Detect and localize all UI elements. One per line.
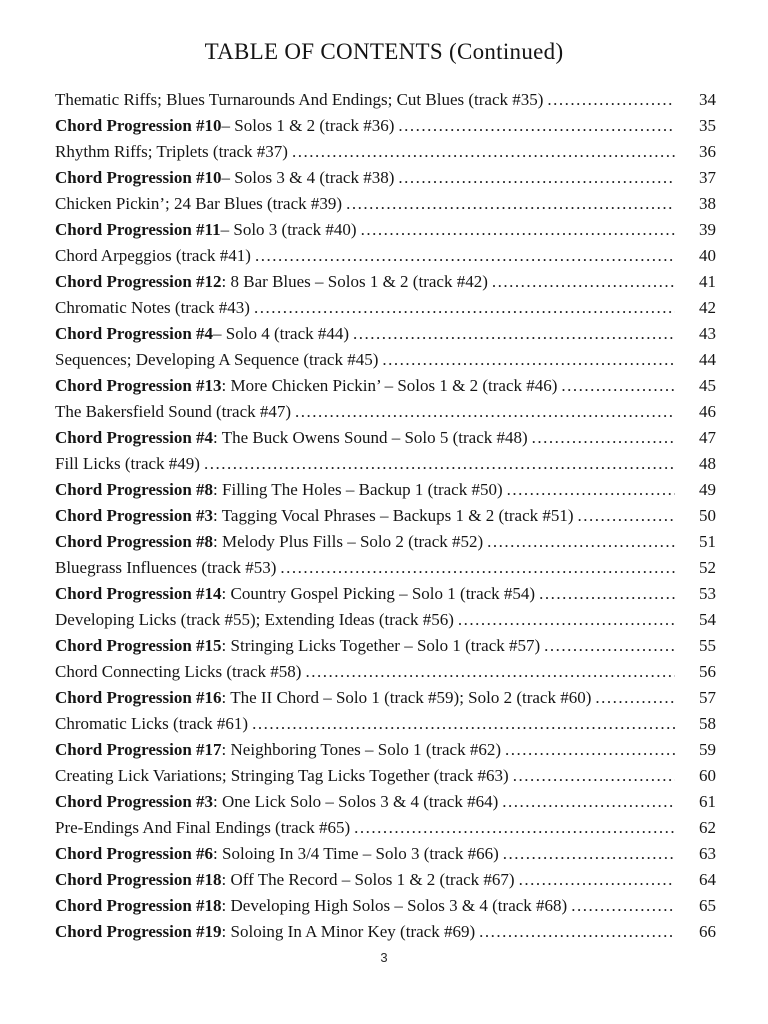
toc-entry (55, 347, 716, 373)
entry-title-bold: Chord Progression #11 (55, 220, 221, 239)
toc-entry (55, 867, 716, 893)
dot-leader (292, 139, 675, 165)
entry-page-number: 66 (699, 922, 716, 941)
entry-page-number: 59 (699, 740, 716, 759)
entry-title-text: Chicken Pickin’; 24 Bar Blues (track #39) (55, 194, 343, 213)
entry-title-bold: Chord Progression #16 (55, 688, 222, 707)
toc-entry (55, 789, 716, 815)
entry-page-number: 43 (699, 324, 716, 343)
dot-leader (532, 425, 675, 451)
entry-title-bold: Chord Progression #4 (55, 324, 214, 343)
entry-title-text: Sequences; Developing A Sequence (track #45) (55, 350, 379, 369)
entry-title-bold: Chord Progression #3 (55, 506, 214, 525)
dot-leader (519, 867, 675, 893)
entry-title-bold: Chord Progression #10 (55, 168, 222, 187)
entry-title-text: Chromatic Notes (track #43) (55, 298, 250, 317)
entry-title-bold: Chord Progression #14 (55, 584, 222, 603)
dot-leader (346, 191, 675, 217)
entry-page-number: 38 (699, 194, 716, 213)
toc-entry (55, 763, 716, 789)
folio-page-number: 3 (380, 950, 388, 965)
entry-page-number: 41 (699, 272, 716, 291)
entry-title-bold: Chord Progression #15 (55, 636, 222, 655)
entry-page-number: 34 (699, 90, 716, 109)
dot-leader (561, 373, 675, 399)
dot-leader (507, 477, 675, 503)
toc-entry (55, 113, 716, 139)
entry-title-text: : Developing High Solos – Solos 3 & 4 (track #68) (221, 896, 568, 915)
entry-page-number: 63 (699, 844, 716, 863)
entry-page-number: 45 (699, 376, 716, 395)
toc-entry (55, 477, 716, 503)
toc-entry (55, 373, 716, 399)
dot-leader (539, 581, 675, 607)
toc-entry (55, 737, 716, 763)
toc-entry (55, 893, 716, 919)
entry-title-text: : The Buck Owens Sound – Solo 5 (track #48) (213, 428, 528, 447)
entry-title-text: Chromatic Licks (track #61) (55, 714, 249, 733)
entry-title-text: Chord Arpeggios (track #41) (55, 246, 251, 265)
entry-title-text: Fill Licks (track #49) (55, 454, 200, 473)
entry-title-bold: Chord Progression #17 (55, 740, 222, 759)
toc-entry (55, 581, 716, 607)
entry-page-number: 35 (699, 116, 716, 135)
entry-title-text: : Country Gospel Picking – Solo 1 (track #54) (221, 584, 536, 603)
entry-page-number: 39 (699, 220, 716, 239)
page-title: TABLE OF CONTENTS (Continued) (204, 39, 564, 64)
toc-entry (55, 269, 716, 295)
dot-leader (502, 789, 675, 815)
dot-leader (571, 893, 675, 919)
dot-leader (361, 217, 675, 243)
entry-page-number: 55 (699, 636, 716, 655)
entry-title-text: The Bakersfield Sound (track #47) (55, 402, 292, 421)
entry-title-bold: Chord Progression #3 (55, 792, 214, 811)
entry-page-number: 60 (699, 766, 716, 785)
entry-title-text: – Solo 4 (track #44) (213, 324, 350, 343)
entry-title-text: Rhythm Riffs; Triplets (track #37) (55, 142, 288, 161)
dot-leader (295, 399, 675, 425)
dot-leader (547, 87, 675, 113)
entry-title-text: Creating Lick Variations; Stringing Tag Licks Together (track #63) (55, 766, 509, 785)
toc-entry (55, 321, 716, 347)
entry-title-text: : Neighboring Tones – Solo 1 (track #62) (221, 740, 501, 759)
dot-leader (544, 633, 675, 659)
toc-entry (55, 555, 716, 581)
toc-entry (55, 633, 716, 659)
entry-title-bold: Chord Progression #18 (55, 870, 222, 889)
dot-leader (382, 347, 675, 373)
dot-leader (254, 295, 675, 321)
toc-entry (55, 503, 716, 529)
entry-page-number: 36 (699, 142, 716, 161)
toc-entry (55, 919, 716, 945)
toc-entry (55, 659, 716, 685)
entry-title-text: Chord Connecting Licks (track #58) (55, 662, 302, 681)
entry-title-bold: Chord Progression #12 (55, 272, 222, 291)
dot-leader (505, 737, 675, 763)
toc-list (55, 87, 716, 945)
toc-entry (55, 425, 716, 451)
dot-leader (578, 503, 675, 529)
entry-title-text: Pre-Endings And Final Endings (track #65) (55, 818, 351, 837)
entry-title-text: – Solos 3 & 4 (track #38) (221, 168, 395, 187)
entry-page-number: 51 (699, 532, 716, 551)
toc-entry (55, 711, 716, 737)
entry-title-bold: Chord Progression #13 (55, 376, 222, 395)
entry-page-number: 52 (699, 558, 716, 577)
entry-title-bold: Chord Progression #6 (55, 844, 214, 863)
entry-page-number: 40 (699, 246, 716, 265)
entry-title-text: : Soloing In A Minor Key (track #69) (221, 922, 476, 941)
dot-leader (398, 165, 675, 191)
entry-title-bold: Chord Progression #8 (55, 480, 214, 499)
entry-page-number: 42 (699, 298, 716, 317)
entry-page-number: 49 (699, 480, 716, 499)
entry-title-bold: Chord Progression #18 (55, 896, 222, 915)
toc-entry (55, 295, 716, 321)
entry-title-text: Developing Licks (track #55); Extending Ideas (track #56) (55, 610, 454, 629)
dot-leader (305, 659, 675, 685)
entry-page-number: 48 (699, 454, 716, 473)
entry-title-text: Bluegrass Influences (track #53) (55, 558, 277, 577)
dot-leader (252, 711, 675, 737)
entry-page-number: 53 (699, 584, 716, 603)
entry-title-text: : Off The Record – Solos 1 & 2 (track #67) (221, 870, 515, 889)
toc-entry (55, 815, 716, 841)
toc-entry (55, 451, 716, 477)
entry-page-number: 64 (699, 870, 716, 889)
entry-title-text: : Melody Plus Fills – Solo 2 (track #52) (213, 532, 484, 551)
entry-title-text: – Solo 3 (track #40) (220, 220, 357, 239)
entry-page-number: 57 (699, 688, 716, 707)
entry-page-number: 56 (699, 662, 716, 681)
entry-page-number: 44 (699, 350, 716, 369)
entry-page-number: 46 (699, 402, 716, 421)
entry-title-bold: Chord Progression #4 (55, 428, 214, 447)
entry-page-number: 37 (699, 168, 716, 187)
toc-entry (55, 217, 716, 243)
dot-leader (595, 685, 675, 711)
dot-leader (204, 451, 675, 477)
entry-page-number: 47 (699, 428, 716, 447)
toc-entry (55, 165, 716, 191)
entry-page-number: 50 (699, 506, 716, 525)
toc-entry (55, 685, 716, 711)
dot-leader (479, 919, 675, 945)
entry-title-text: : 8 Bar Blues – Solos 1 & 2 (track #42) (221, 272, 488, 291)
entry-page-number: 58 (699, 714, 716, 733)
entry-title-text: : One Lick Solo – Solos 3 & 4 (track #64) (213, 792, 499, 811)
toc-entry (55, 243, 716, 269)
dot-leader (487, 529, 675, 555)
entry-page-number: 54 (699, 610, 716, 629)
toc-entry (55, 139, 716, 165)
dot-leader (280, 555, 675, 581)
entry-title-text: : More Chicken Pickin’ – Solos 1 & 2 (track #46) (221, 376, 558, 395)
dot-leader (353, 321, 675, 347)
dot-leader (255, 243, 675, 269)
dot-leader (503, 841, 675, 867)
entry-title-text: – Solos 1 & 2 (track #36) (221, 116, 395, 135)
dot-leader (398, 113, 675, 139)
toc-entry (55, 87, 716, 113)
entry-title-text: : Stringing Licks Together – Solo 1 (track #57) (221, 636, 541, 655)
entry-title-text: : Soloing In 3/4 Time – Solo 3 (track #66) (213, 844, 499, 863)
entry-title-text: : The II Chord – Solo 1 (track #59); Solo 2 (track #60) (221, 688, 592, 707)
entry-title-bold: Chord Progression #10 (55, 116, 222, 135)
toc-entry (55, 191, 716, 217)
entry-title-bold: Chord Progression #8 (55, 532, 214, 551)
dot-leader (354, 815, 675, 841)
toc-entry (55, 399, 716, 425)
entry-page-number: 65 (699, 896, 716, 915)
dot-leader (458, 607, 675, 633)
entry-page-number: 61 (699, 792, 716, 811)
entry-title-text: Thematic Riffs; Blues Turnarounds And Endings; Cut Blues (track #35) (55, 90, 544, 109)
entry-title-bold: Chord Progression #19 (55, 922, 222, 941)
entry-page-number: 62 (699, 818, 716, 837)
entry-title-text: : Filling The Holes – Backup 1 (track #50) (213, 480, 503, 499)
toc-entry (55, 607, 716, 633)
dot-leader (513, 763, 675, 789)
toc-entry (55, 841, 716, 867)
dot-leader (492, 269, 675, 295)
toc-entry (55, 529, 716, 555)
entry-title-text: : Tagging Vocal Phrases – Backups 1 & 2 (track #51) (213, 506, 574, 525)
